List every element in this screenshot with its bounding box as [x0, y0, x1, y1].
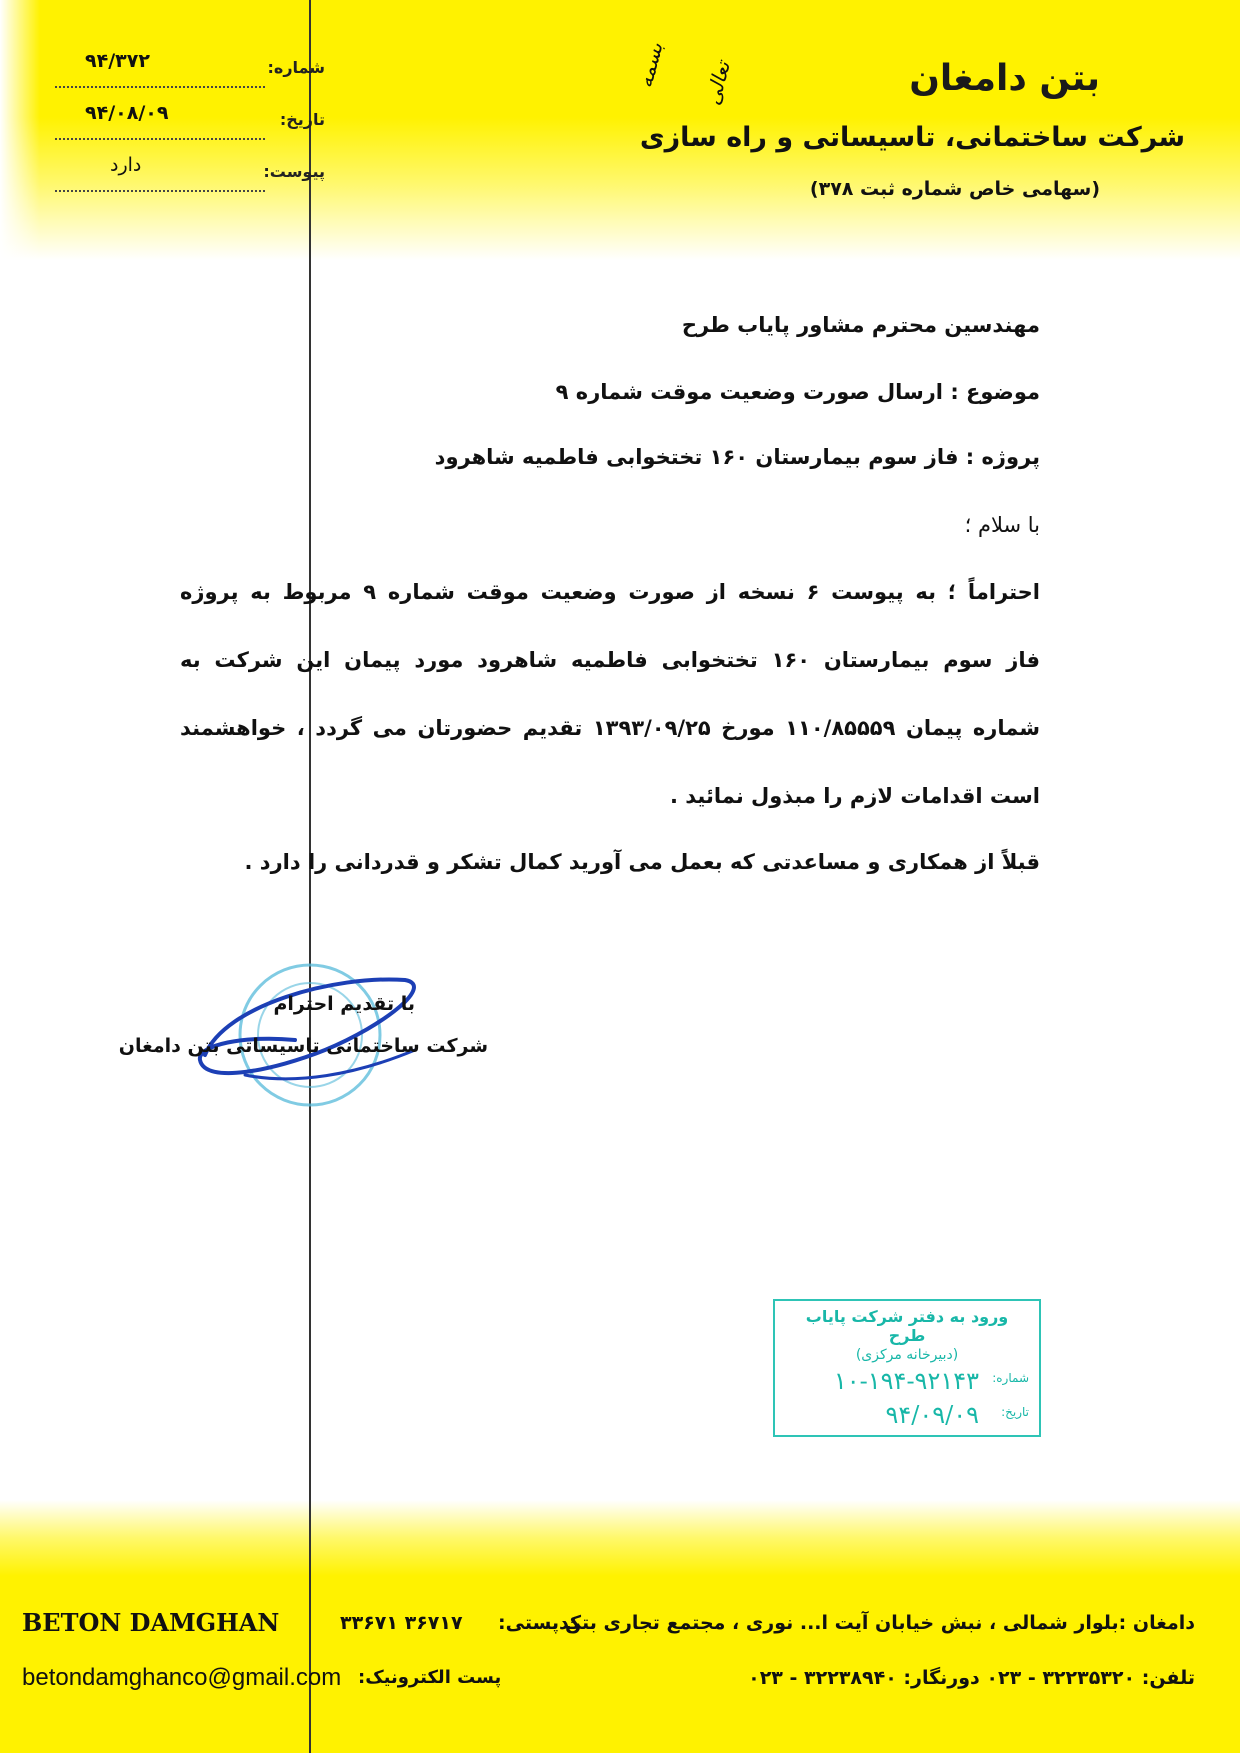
binder-line	[309, 0, 311, 1753]
entry-stamp-subtitle: (دبیرخانه مرکزی)	[855, 1347, 959, 1363]
letter-date-field	[55, 102, 325, 144]
incoming-entry-stamp	[773, 1299, 1041, 1437]
company-description: شرکت ساختمانی، تاسیساتی و راه سازی	[639, 122, 1185, 153]
greeting-line: با سلام ؛	[964, 513, 1040, 537]
signature-regards: با تقدیم احترام	[273, 993, 415, 1015]
entry-stamp-date-label: تاریخ:	[1001, 1405, 1029, 1419]
entry-stamp-number-value: ۱۰-۱۹۴-۹۲۱۴۳	[833, 1367, 979, 1395]
letter-date-label: تاریخ:	[279, 110, 325, 129]
company-registration: (سهامی خاص شماره ثبت ۳۷۸)	[809, 178, 1100, 200]
subject-line: موضوع : ارسال صورت وضعیت موقت شماره ۹	[555, 380, 1040, 404]
dotted-line	[55, 138, 265, 140]
entry-stamp-number-label: شماره:	[992, 1371, 1029, 1385]
entry-stamp-date-row	[785, 1401, 1029, 1431]
entry-stamp-number-row	[785, 1367, 1029, 1397]
body-line-3: شماره پیمان ۱۱۰/۸۵۵۵۹ مورخ ۱۳۹۳/۰۹/۲۵ تقدیم حضورتان می گردد ، خواهشمند	[180, 716, 1040, 740]
entry-stamp-date-value: ۹۴/۰۹/۰۹	[885, 1401, 979, 1429]
letter-attachment-label: پیوست:	[263, 162, 325, 181]
footer-brand: BETON DAMGHAN	[22, 1608, 280, 1637]
letter-number-label: شماره:	[267, 58, 325, 77]
letter-date-value: ۹۴/۰۸/۰۹	[85, 102, 169, 124]
letter-attachment-field	[55, 154, 325, 196]
letter-number-value: ۹۴/۳۷۲	[85, 50, 150, 72]
footer-email-label: پست الکترونیک:	[358, 1667, 502, 1688]
company-seal-and-signature	[185, 935, 445, 1115]
recipient-line: مهندسین محترم مشاور پایاب طرح	[681, 313, 1040, 337]
footer-address: دامغان :بلوار شمالی ، نبش خیابان آیت ا... نوری ، مجتمع تجاری بتن	[564, 1612, 1195, 1634]
body-line-4: است اقدامات لازم را مبذول نمائید .	[669, 784, 1040, 808]
closing-line: قبلاً از همکاری و مساعدتی که بعمل می آورید کمال تشکر و قدردانی را دارد .	[244, 850, 1040, 874]
basmala-calligraphy: بسمه تعالی	[632, 39, 735, 108]
dotted-line	[55, 190, 265, 192]
letter-number-field	[55, 50, 325, 92]
body-line-1: احتراماً ؛ به پیوست ۶ نسخه از صورت وضعیت موقت شماره ۹ مربوط به پروژه	[180, 580, 1040, 604]
signature-company: شرکت ساختمانی تاسیساتی بتن دامغان	[118, 1035, 488, 1057]
project-line: پروژه : فاز سوم بیمارستان ۱۶۰ تختخوابی فاطمیه شاهرود	[434, 445, 1040, 469]
entry-stamp-title: ورود به دفتر شرکت پایاب طرح	[805, 1307, 1009, 1345]
letter-attachment-value: دارد	[110, 154, 142, 176]
footer-postal-code: ۳۶۷۱۷ ۳۳۶۷۱	[340, 1612, 463, 1634]
body-line-2: فاز سوم بیمارستان ۱۶۰ تختخوابی فاطمیه شاهرود مورد پیمان این شرکت به	[180, 648, 1040, 672]
footer-postal-label: کدپستی:	[498, 1612, 582, 1634]
footer-email: betondamghanco@gmail.com	[22, 1664, 342, 1691]
footer-phone: تلفن: ۳۲۲۳۵۳۲۰ - ۰۲۳ دورنگار: ۳۲۲۳۸۹۴۰ - ۰۲۳	[748, 1667, 1195, 1689]
company-name: بتن دامغان	[909, 58, 1100, 99]
dotted-line	[55, 86, 265, 88]
